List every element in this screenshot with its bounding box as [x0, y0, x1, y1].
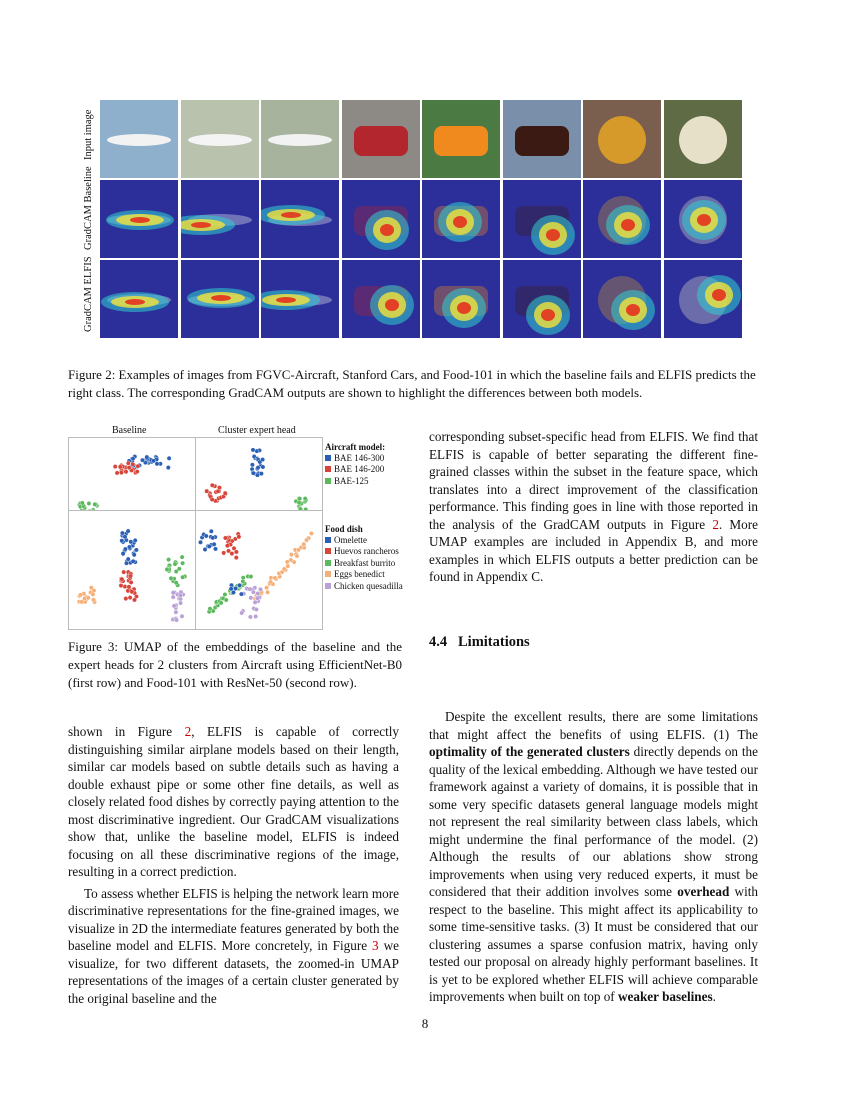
umap-point — [120, 531, 124, 535]
umap-point — [216, 489, 220, 493]
umap-point — [93, 502, 97, 506]
umap-point — [165, 567, 169, 571]
umap-point — [198, 540, 202, 544]
umap-point — [249, 596, 253, 600]
umap-point — [233, 586, 237, 590]
figure2-tile-elfis-6 — [503, 260, 581, 338]
left-body — [68, 723, 399, 1007]
umap-point — [210, 497, 214, 501]
umap-point — [131, 457, 135, 461]
row-label-baseline: GradCAM Baseline — [83, 166, 94, 250]
umap-point — [126, 589, 130, 593]
umap-point — [180, 575, 184, 579]
figure2-tile-baseline-6 — [503, 180, 581, 258]
right-paragraph-1 — [429, 428, 758, 586]
legend-swatch — [325, 537, 331, 543]
legend-swatch — [325, 478, 331, 484]
figure2-tile-baseline-8 — [664, 180, 742, 258]
umap-point — [128, 574, 132, 578]
legend-swatch — [325, 455, 331, 461]
umap-point — [268, 580, 272, 584]
umap-point — [178, 593, 182, 597]
umap-point — [130, 590, 134, 594]
figure-ref-2[interactable]: 2 — [712, 516, 719, 532]
umap-point — [124, 470, 128, 474]
umap-point — [136, 464, 140, 468]
figure2-tile-baseline-4 — [342, 180, 420, 258]
umap-point — [166, 465, 170, 469]
figure-3 — [68, 425, 403, 628]
umap-point — [122, 570, 126, 574]
legend-label: Breakfast burrito — [334, 557, 396, 568]
umap-point — [253, 600, 257, 604]
section-title: Limitations — [458, 634, 530, 650]
umap-point — [172, 604, 176, 608]
umap-point — [302, 542, 306, 546]
legend-label: Chicken quesadilla — [334, 580, 403, 591]
umap-point — [258, 587, 262, 591]
umap-point — [127, 545, 131, 549]
figure2-tile-input-8 — [664, 100, 742, 178]
umap-point — [129, 580, 133, 584]
umap-point — [219, 601, 223, 605]
umap-point — [264, 586, 268, 590]
umap-point — [174, 618, 178, 622]
umap-point — [204, 534, 208, 538]
section-heading — [429, 634, 530, 651]
umap-point — [256, 466, 260, 470]
lim-text-4: . — [712, 989, 716, 1004]
legend-food-title: Food dish — [325, 524, 363, 534]
umap-point — [174, 581, 178, 585]
figure2-tile-elfis-4 — [342, 260, 420, 338]
umap-point — [123, 584, 127, 588]
umap-point — [230, 551, 234, 555]
umap-point — [297, 500, 301, 504]
left-p2-a: To assess whether ELFIS is helping the network learn more discriminative representations for the fine-grained images, we visualize in 2D the intermediate features generated by both the baseline model and ELFIS. More concretely, in Figure — [68, 885, 399, 953]
umap-point — [286, 564, 290, 568]
umap-point — [127, 585, 131, 589]
umap-point — [285, 560, 289, 564]
umap-point — [237, 583, 241, 587]
legend-food-item — [325, 546, 403, 558]
umap-point — [126, 557, 130, 561]
right-para1-text: corresponding subset-specific head from ELFIS. We find that ELFIS is capable of better separating the different fine-grained classes within the subset in the feature space, which translates into a direct improvement of the classification performance. This finding goes in line with those reported in the analysis of the GradCAM outputs in Figure — [429, 429, 758, 532]
right-para1-end: . More UMAP examples are included in Appendix B, and more examples in which ELFIS outputs a better prediction can be found in Appendix C. — [429, 516, 758, 584]
figure2-tile-elfis-1 — [100, 260, 178, 338]
umap-point — [209, 529, 213, 533]
figure2-tile-baseline-1 — [100, 180, 178, 258]
bold-weaker-baselines: weaker baselines — [618, 989, 713, 1004]
umap-point — [303, 496, 307, 500]
umap-point — [132, 598, 136, 602]
legend-aircraft — [325, 442, 385, 487]
umap-point — [87, 501, 91, 505]
umap-food-baseline — [68, 510, 196, 630]
umap-point — [249, 574, 253, 578]
left-p2-b: we visualize, for two different datasets, the zoomed-in UMAP representations of the images of a certain cluster generated by the original baseline and the — [68, 938, 399, 1006]
umap-food-expert — [195, 510, 323, 630]
umap-point — [241, 576, 245, 580]
umap-point — [180, 561, 184, 565]
umap-point — [237, 535, 241, 539]
umap-point — [128, 595, 132, 599]
umap-point — [177, 567, 181, 571]
figure-ref-2b[interactable]: 2 — [184, 724, 192, 739]
umap-point — [123, 547, 127, 551]
umap-point — [289, 552, 293, 556]
legend-swatch — [325, 560, 331, 566]
umap-point — [140, 458, 144, 462]
umap-point — [255, 596, 259, 600]
umap-point — [304, 538, 308, 542]
umap-point — [155, 462, 159, 466]
umap-point — [254, 614, 258, 618]
umap-point — [167, 456, 171, 460]
umap-point — [296, 548, 300, 552]
umap-point — [178, 601, 182, 605]
umap-point — [224, 598, 228, 602]
lim-text-3: with respect to the baseline. This might affect its applicability to some time-sensitive tasks. (3) It must be considered that our clustering assumes a sparse confusion matrix, having only tested our proposal on already highly performant baselines. It is yet to be explored whether ELFIS will achieve comparable improvements when built on top of — [429, 884, 759, 1004]
umap-point — [180, 555, 184, 559]
umap-point — [124, 561, 128, 565]
legend-label: Huevos rancheros — [334, 546, 399, 557]
legend-swatch — [325, 466, 331, 472]
legend-food-item — [325, 534, 403, 546]
figure2-tile-baseline-3 — [261, 180, 339, 258]
umap-point — [210, 483, 214, 487]
umap-point — [256, 591, 260, 595]
legend-label: Omelette — [334, 534, 367, 545]
umap-point — [173, 562, 177, 566]
umap-point — [119, 583, 123, 587]
umap-point — [171, 591, 175, 595]
figure2-tile-input-1 — [100, 100, 178, 178]
umap-point — [251, 471, 255, 475]
umap-point — [174, 610, 178, 614]
umap-point — [254, 607, 258, 611]
umap-point — [231, 590, 235, 594]
umap-point — [91, 592, 95, 596]
panel-title-baseline: Baseline — [112, 425, 147, 436]
umap-point — [250, 463, 254, 467]
umap-point — [119, 470, 123, 474]
umap-point — [240, 611, 244, 615]
umap-point — [211, 536, 215, 540]
umap-point — [259, 471, 263, 475]
umap-point — [239, 592, 243, 596]
section-number: 4.4 — [429, 634, 448, 650]
umap-point — [169, 576, 173, 580]
figure2-tile-elfis-3 — [261, 260, 339, 338]
figure2-tile-input-2 — [181, 100, 259, 178]
legend-aircraft-title: Aircraft model: — [325, 442, 386, 452]
umap-point — [134, 548, 138, 552]
bold-optimality: optimality of the generated clusters — [429, 744, 630, 759]
umap-point — [129, 540, 133, 544]
figure2-tile-baseline-7 — [583, 180, 661, 258]
umap-point — [145, 455, 149, 459]
umap-point — [248, 615, 252, 619]
umap-point — [232, 546, 236, 550]
figure-ref-3[interactable]: 3 — [372, 938, 379, 953]
figure2-tile-elfis-7 — [583, 260, 661, 338]
lim-text-2: directly depends on the quality of the lexical embedding. Although we have tested our framework against a variety of domains, it is possible that in some very specific datasets general language models might not represent the real similarity between class labels, which might undermine the final performance of the model. (2) Although the results of our ablations show strong improvements when using very reduced experts, it must be considered that their addition involves some — [429, 744, 758, 899]
umap-point — [126, 529, 130, 533]
umap-point — [251, 448, 255, 452]
row-label-elfis: GradCAM ELFIS — [83, 256, 94, 332]
legend-swatch — [325, 583, 331, 589]
umap-point — [82, 596, 86, 600]
umap-point — [166, 557, 170, 561]
figure-2-caption: Figure 2: Examples of images from FGVC-Aircraft, Stanford Cars, and Food-101 in which the baseline fails and ELFIS predicts the right class. The corresponding GradCAM outputs are shown to highlight the differences between both models. — [68, 367, 756, 400]
umap-point — [295, 554, 299, 558]
legend-food-item — [325, 557, 403, 569]
figure2-tile-input-3 — [261, 100, 339, 178]
legend-food-item — [325, 580, 403, 592]
umap-point — [260, 457, 264, 461]
row-label-input: Input image — [83, 109, 94, 160]
umap-point — [248, 587, 252, 591]
umap-point — [223, 592, 227, 596]
umap-point — [203, 547, 207, 551]
umap-point — [292, 560, 296, 564]
figure2-tile-elfis-5 — [422, 260, 500, 338]
legend-label: BAE-125 — [334, 475, 369, 486]
left-p1-a: shown in Figure — [68, 724, 185, 739]
legend-label: Eggs benedict — [334, 569, 385, 580]
limitations-paragraph — [429, 708, 758, 1006]
left-p1-b: , ELFIS is capable of correctly distinguishing similar airplane models based on their length, similar car models based on subtle details such as having a double exhaust pipe or some other fine details, as well as closely related food dishes by correctly paying attention to the most discriminative ingredient. Our GradCAM visualizations show that, unlike the baseline model, ELFIS is indeed focusing on all these discriminative regions of the image, resulting in a correct prediction. — [68, 724, 400, 879]
umap-point — [223, 491, 227, 495]
umap-point — [126, 461, 130, 465]
legend-swatch — [325, 548, 331, 554]
umap-point — [151, 459, 155, 463]
umap-point — [124, 596, 128, 600]
figure2-tile-baseline-5 — [422, 180, 500, 258]
umap-point — [223, 536, 227, 540]
figure2-tile-input-5 — [422, 100, 500, 178]
umap-point — [113, 464, 117, 468]
legend-swatch — [325, 571, 331, 577]
figure-2-grid — [83, 100, 740, 338]
umap-point — [180, 614, 184, 618]
umap-point — [132, 553, 136, 557]
legend-aircraft-item — [325, 475, 385, 487]
legend-aircraft-item — [325, 452, 385, 464]
umap-point — [131, 559, 135, 563]
figure2-tile-baseline-2 — [181, 180, 259, 258]
umap-point — [78, 593, 82, 597]
umap-point — [121, 551, 125, 555]
figure2-tile-input-7 — [583, 100, 661, 178]
figure2-tile-elfis-8 — [664, 260, 742, 338]
legend-aircraft-item — [325, 464, 385, 476]
umap-point — [273, 576, 277, 580]
umap-point — [212, 542, 216, 546]
figure2-tile-input-6 — [503, 100, 581, 178]
figure2-tile-input-4 — [342, 100, 420, 178]
bold-overhead: overhead — [677, 884, 730, 899]
umap-point — [282, 567, 286, 571]
umap-point — [80, 501, 84, 505]
umap-point — [127, 466, 131, 470]
legend-label: BAE 146-300 — [334, 452, 385, 463]
umap-point — [207, 544, 211, 548]
umap-point — [115, 471, 119, 475]
umap-point — [309, 531, 313, 535]
umap-point — [123, 535, 127, 539]
umap-point — [133, 538, 137, 542]
umap-point — [120, 539, 124, 543]
umap-point — [269, 576, 273, 580]
legend-food-item — [325, 569, 403, 581]
panel-title-expert: Cluster expert head — [218, 425, 296, 436]
umap-point — [261, 465, 265, 469]
page-number: 8 — [421, 1016, 429, 1031]
umap-point — [265, 590, 269, 594]
umap-point — [131, 462, 135, 466]
umap-point — [135, 469, 139, 473]
legend-food — [325, 524, 403, 592]
figure-3-caption: Figure 3: UMAP of the embeddings of the baseline and the expert heads for 2 clusters from Aircraft using EfficientNet-B0 (first row) and Food-101 with ResNet-50 (second row). — [68, 639, 402, 690]
umap-point — [118, 465, 122, 469]
figure2-tile-elfis-2 — [181, 260, 259, 338]
legend-label: BAE 146-200 — [334, 464, 385, 475]
umap-point — [205, 489, 209, 493]
umap-point — [91, 598, 95, 602]
umap-point — [120, 577, 124, 581]
umap-point — [222, 551, 226, 555]
umap-point — [213, 547, 217, 551]
umap-point — [251, 590, 255, 594]
umap-point — [225, 544, 229, 548]
umap-point — [298, 496, 302, 500]
umap-point — [171, 595, 175, 599]
lim-text-1: Despite the excellent results, there are some limitations that might affect the benefits of using ELFIS. (1) The — [429, 709, 758, 742]
umap-point — [234, 555, 238, 559]
